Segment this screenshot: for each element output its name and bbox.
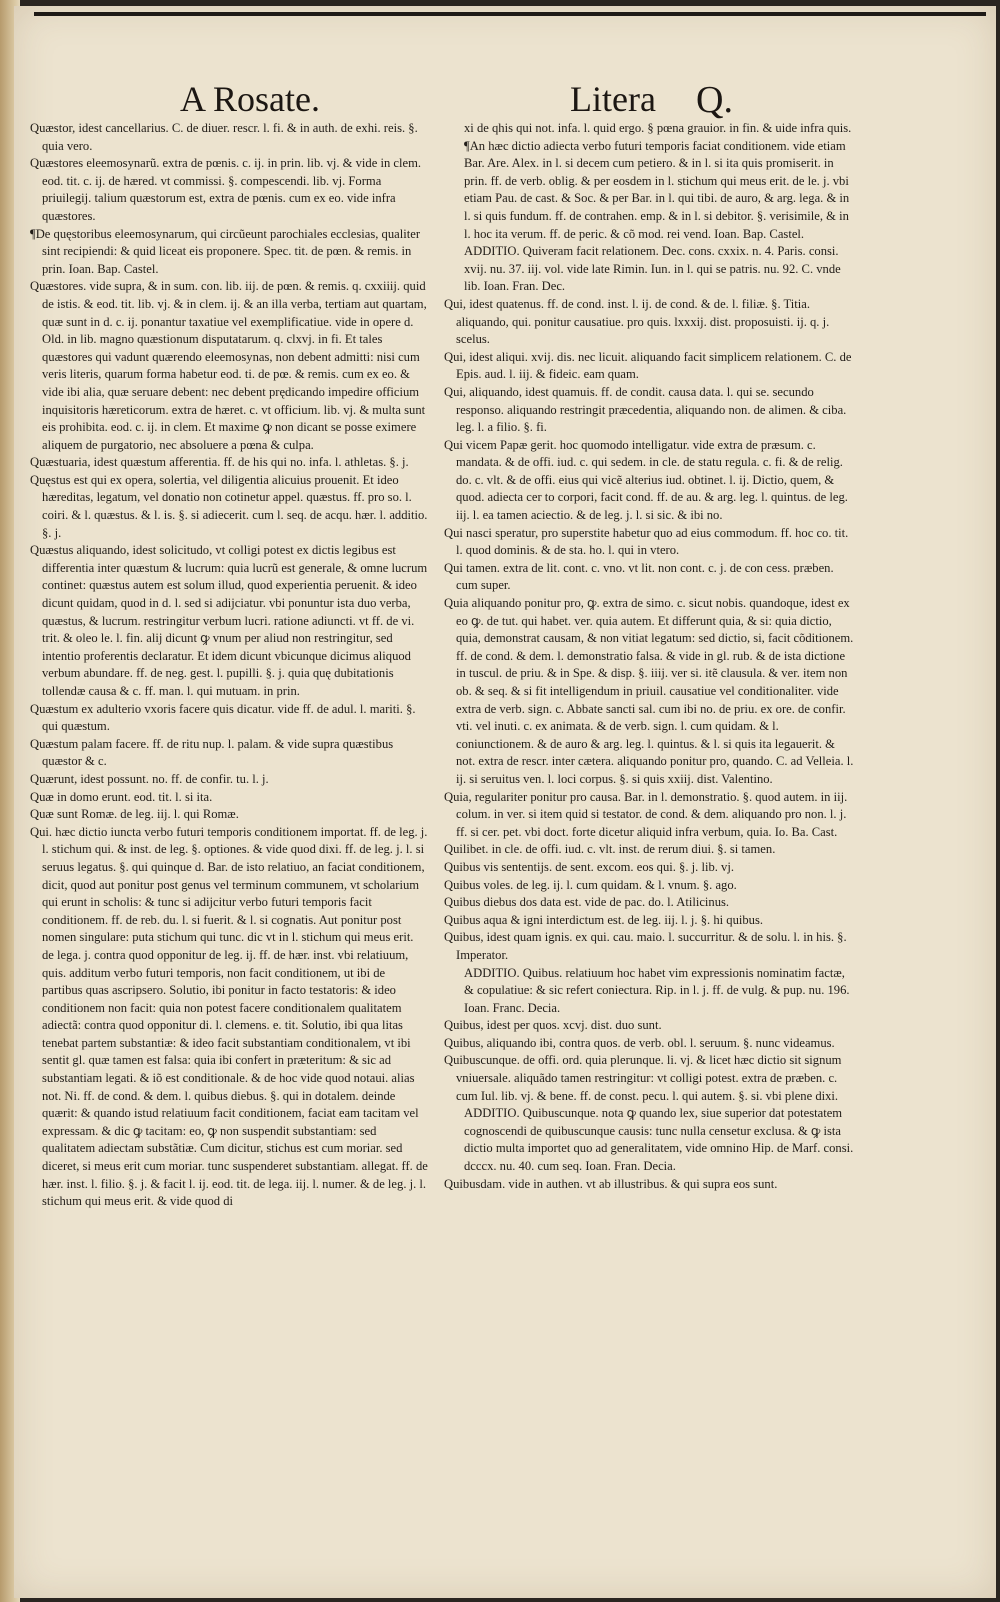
entry: Quæstores eleemosynarũ. extra de pœnis. c. ij. in prin. lib. vj. & vide in clem. eod. tit. c. ij. de hæred. vt commissi. §. compescendi. lib. vj. Forma priuilegij. talium quæstorum est, extra de pœnis. cum ex eo. vide infra quæstores.	[30, 156, 422, 223]
document-page	[14, 6, 996, 1598]
entry: Quæstores. vide supra, & in sum. con. lib. iij. de pœn. & remis. q. cxxiiij. quid de istis. & eod. tit. lib. vj. & in clem. ij. & an illa verba, tertiam aut quartam, quæ sunt in d. c. ij. ponantur taxatiue vel exemplificatiue. vide in opere d. Old. in lib. magno quæstionum disputatarum. q. clxvj. in fi. Et tales quæstores qui vadunt quærendo eleemosynas, non debent admitti: nisi cum veris literis, quarum forma habetur eod. ti. de pœ. & remis. cum ex eo. & vide ibi alia, quæ seruare debent: nec debent prędicando impedire officium inquisitoris hæreticorum. extra de hæret. c. vt officium. lib. vj. & multa sunt eis prohibita. eod. c. ij. in clem. Et maxime ꝙ non dicant se posse eximere aliquem de purgatorio, nec absoluere a pœna & culpa.	[30, 279, 427, 452]
entry: Quibus diebus dos data est. vide de pac. do. l. Atilicinus.	[444, 895, 730, 910]
entry: Qui, idest quatenus. ff. de cond. inst. l. ij. de cond. & de. l. filiæ. §. Titia. aliquando, qui. ponitur causatiue. pro quis. lxxxij. dist. proposuisti. ij. q. j. scelus.	[444, 296, 830, 347]
entry: Quibus aqua & igni interdictum est. de leg. iij. l. j. §. hi quibus.	[444, 912, 764, 927]
entry: Quæstuaria, idest quæstum afferentia. ff. de his qui no. infa. l. athletas. §. j.	[30, 455, 409, 470]
entry: Quibusdam. vide in authen. vt ab illustribus. & qui supra eos sunt.	[444, 1176, 778, 1191]
entry: ¶De quęstoribus eleemosynarum, qui circũeunt parochiales ecclesias, qualiter sint recipiendi: & quid liceat eis proponere. Spec. tit. de pœn. & remis. in prin. Ioan. Bap. Castel.	[30, 226, 421, 276]
addition-entry: ADDITIO. Quiveram facit relationem. Dec. cons. cxxix. n. 4. Paris. consi. xvij. nu. 37. iij. vol. vide late Rimin. Iun. in l. qui se patris. nu. 92. C. vnde lib. Ioan. Fran. Dec.	[464, 244, 841, 294]
header-left: A Rosate.	[180, 79, 320, 119]
entry: Quæ in domo erunt. eod. tit. l. si ita.	[30, 789, 213, 804]
entry: ¶An hæc dictio adiecta verbo futuri temporis faciat conditionem. vide etiam Bar. Are. Alex. in l. si decem cum petiero. & in l. si ita quis promiserit. in prin. ff. de verb. oblig. & per eosdem in l. stichum qui meus erit. de le. j. vbi etiam Pau. de cast. & Soc. & per Bar. in l. qui tibi. de auro, & arg. lega. & in l. si quis fundum. ff. de contrahen. emp. & in l. si debitor. §. verisimile, & in l. hoc ita verum. ff. de peric. & cõ mod. rei vend. Ioan. Bap. Castel.	[464, 138, 850, 241]
entry: Qui, aliquando, idest quamuis. ff. de condit. causa data. l. qui se. secundo responso. aliquando restringit præcedentia, aliquando non. de alimen. & ciba. leg. l. a filio. §. fi.	[444, 384, 847, 435]
entry: Quęstus est qui ex opera, solertia, vel diligentia alicuius prouenit. Et ideo hæreditas, legatum, vel donatio non cotinetur appel. quæstus. ff. pro so. l. coiri. & l. quæstus. & l. is. §. si adiecerit. cum l. seq. de acqu. hær. l. additio. §. j.	[30, 472, 428, 540]
top-rule	[34, 12, 986, 16]
entry: Quia, regulariter ponitur pro causa. Bar. in l. demonstratio. §. quod autem. in iij. colum. in ver. si item quid si testator. de cond. & dem. aliquando pro non. l. j. ff. si cer. pet. vbi doct. forte dicetur aliquid infra verbum, quia. Io. Ba. Cast.	[444, 789, 848, 839]
running-header	[14, 78, 996, 124]
entry: Qui nasci speratur, pro superstite habetur quo ad eius commodum. ff. hoc co. tit. l. quod dominis. & de sta. ho. l. qui in vtero.	[444, 525, 849, 558]
right-column	[444, 120, 854, 1193]
left-column	[30, 120, 428, 1211]
entry: Qui tamen. extra de lit. cont. c. vno. vt lit. non cont. c. j. de con cess. præben. cum super.	[444, 560, 834, 593]
entry: Quæstum ex adulterio vxoris facere quis dicatur. vide ff. de adul. l. mariti. §. qui quæstum.	[30, 701, 416, 734]
entry: Quæstum palam facere. ff. de ritu nup. l. palam. & vide supra quæstibus quæstor & c.	[30, 736, 394, 769]
entry: Qui. hæc dictio iuncta verbo futuri temporis conditionem importat. ff. de leg. j. l. stichum qui. & inst. de leg. §. optiones. & vide quod dixi. ff. de leg. j. l. si seruus legatus. §. qui quinque d. Bar. de isto relatiuo, an faciat conditionem, dicit, quod aut ponitur post genus vel terminum communem, vt scholarium qui erunt in scholis: & tunc si adijcitur verbo futuri temporis facit conditionem. ff. de reb. du. l. si fuerit. & l. si cognatis. Aut ponitur post nomen singulare: puta stichum qui tunc. dic vt in l. stichum qui meus erit. de lega. j. contra quod opponitur de leg. ij. ff. de hær. inst. vbi relatiuum, quis. additum verbo futuri temporis, non facit conditionem, ut ibi de partibus quas ascripsero. Solutio, ibi ponitur in facto testatoris: & ideo conditionem non facit: quia non potest facere conditionalem qualitatem adiectã: contra quod opponitur di. l. clemens. e. tit. Solutio, ibi qua litas tenebat partem substantiæ: & ideo facit substantiam conditionalem, vt ibi sentit gl. quæ tamen est falsa: quia ibi confert in præteritum: & sic ad substantiam legati. & iõ est conditionale. & de hoc vide quod notaui. alias not. Ni. ff. de cond. & dem. l. quibus diebus. §. qui in dotalem. deinde quærit: & quando istud relatiuum facit conditionem, faciat eam tacitam vel expressam. & dic ꝙ tacitam: eo, ꝙ non suspendit substantiam: sed qualitatem adiectam substãtiæ. Cum dicitur, stichus est cum moriar. sed diceret, si meus erit cum moriar. tunc suspenderet substantiam. allegat. ff. de hær. inst. l. filio. §. j. & facit l. ij. eod. tit. de lega. iij. l. numer. & de leg. j. l. stichum qui meus erit. & vide quod di	[30, 824, 428, 1209]
entry: Quia aliquando ponitur pro, ꝙ. extra de simo. c. sicut nobis. quandoque, idest ex eo ꝙ. de tut. qui habet. ver. quia autem. Et differunt quia, & si: quia dictio, quia, demonstrat causam, & non vitiat legatum: sed dictio, si, facit cõditionem. ff. de cond. & dem. l. demonstratio falsa. & vide in gl. rub. & de ista dictione in tuscul. de priu. & in Spe. & disp. §. iiij. ver si. itẽ clausula. & ver. item non ob. & seq. & si fit intelligendum in priuil. causatiue vel conditionaliter. vide extra de verb. sign. c. Abbate sancti sal. cum ibi no. de priu. ex ore. de confir. vti. vel inuti. c. ex animata. & de verb. sign. l. cum quidam. & l. coniunctionem. & de auro & arg. leg. l. quintus. & l. si quis ita legauerit. & not. extra de rescr. inter cætera. aliquando ponitur pro, quando. C. ad Velleia. l. ij. si seruitus ven. l. loci corpus. §. si quis xxiij. dist. Valentino.	[444, 596, 854, 786]
entry: Qui, idest aliqui. xvij. dis. nec licuit. aliquando facit simplicem relationem. C. de Epis. aud. l. iij. & fideic. eam quam.	[444, 349, 852, 382]
addition-entry: ADDITIO. Quibuscunque. nota ꝙ quando lex, siue superior dat potestatem cognoscendi de quibuscunque causis: tunc nulla censetur exclusa. & ꝙ ista dictio multa importet quo ad generalitatem, vide omnino Hip. de Marf. consi. dcccx. nu. 40. cum seq. Ioan. Fran. Decia.	[464, 1106, 854, 1174]
entry: Qui vicem Papæ gerit. hoc quomodo intelligatur. vide extra de præsum. c. mandata. & de offi. iud. c. qui sedem. in cle. de statu regula. c. fi. & de relig. do. c. vlt. & de offi. eius qui vicẽ alterius iud. obtinet. l. ij. Dictio, quem, & quod. adiecta cer to corpori, facit cond. ff. de au. & arg. leg. l. quintus. de leg. iij. l. ea tamen aciectio. & de leg. j. l. si sic. & ibi no.	[444, 437, 848, 523]
entry: Quibuscunque. de offi. ord. quia plerunque. li. vj. & licet hæc dictio sit signum vniuersale. aliquãdo tamen restringitur: vt colligi potest. extra de præben. c. cum Iul. lib. vj. & bene. ff. de const. pecu. l. qui autem. §. si. vbi plene dixi.	[444, 1053, 842, 1103]
bleed-margin	[14, 106, 28, 1506]
header-letter: Q.	[696, 79, 733, 121]
entry: Quibus, aliquando ibi, contra quos. de verb. obl. l. seruum. §. nunc videamus.	[444, 1035, 835, 1050]
header-right: Litera	[570, 79, 656, 119]
entry: xi de qhis qui not. infa. l. quid ergo. § pœna grauior. in fin. & uide infra quis.	[464, 121, 852, 135]
entry: Quibus voles. de leg. ij. l. cum quidam. & l. vnum. §. ago.	[444, 877, 737, 892]
entry: Quilibet. in cle. de offi. iud. c. vlt. inst. de rerum diui. §. si tamen.	[444, 842, 776, 857]
entry: Quibus vis sententijs. de sent. excom. eos qui. §. j. lib. vj.	[444, 859, 734, 874]
addition-entry: ADDITIO. Quibus. relatiuum hoc habet vim expressionis nominatim factæ, & copulatiue: & sic refert coniectura. Rip. in l. j. ff. de vulg. & pup. nu. 196. Ioan. Franc. Decia.	[464, 965, 850, 1015]
entry: Quæstor, idest cancellarius. C. de diuer. rescr. l. fi. & in auth. de exhi. reis. §. quia vero.	[30, 121, 418, 153]
entry: Quibus, idest quam ignis. ex qui. cau. maio. l. succurritur. & de solu. l. in his. §. Imperator.	[444, 930, 847, 962]
entry: Quæ sunt Romæ. de leg. iij. l. qui Romæ.	[30, 807, 239, 822]
entry: Quærunt, idest possunt. no. ff. de confir. tu. l. j.	[30, 771, 269, 786]
entry: Quæstus aliquando, idest solicitudo, vt colligi potest ex dictis legibus est differentia inter quæstum & lucrum: quia lucrũ est generale, & omne lucrum continet: quæstus autem est solum illud, quod experientia peruenit. & ideo dicunt quidam, quod in d. l. sed si adijciatur. vbi ponuntur ista duo verba, quæstus, & lucrum. restringitur verbum lucri. ratione adiuncti. vt ff. de vi. trit. & oleo le. l. fin. alij dicunt ꝙ vnum per aliud non restringitur, sed intentio proferentis declaratur. Et idem dicunt vbicunque dicimus aliquod verbum abundare. ff. de neg. gest. l. pupilli. §. j. quia quę dubitationis tollendæ causa & c. ff. man. l. qui mutuam. in prin.	[30, 543, 428, 698]
entry: Quibus, idest per quos. xcvj. dist. duo sunt.	[444, 1018, 662, 1033]
